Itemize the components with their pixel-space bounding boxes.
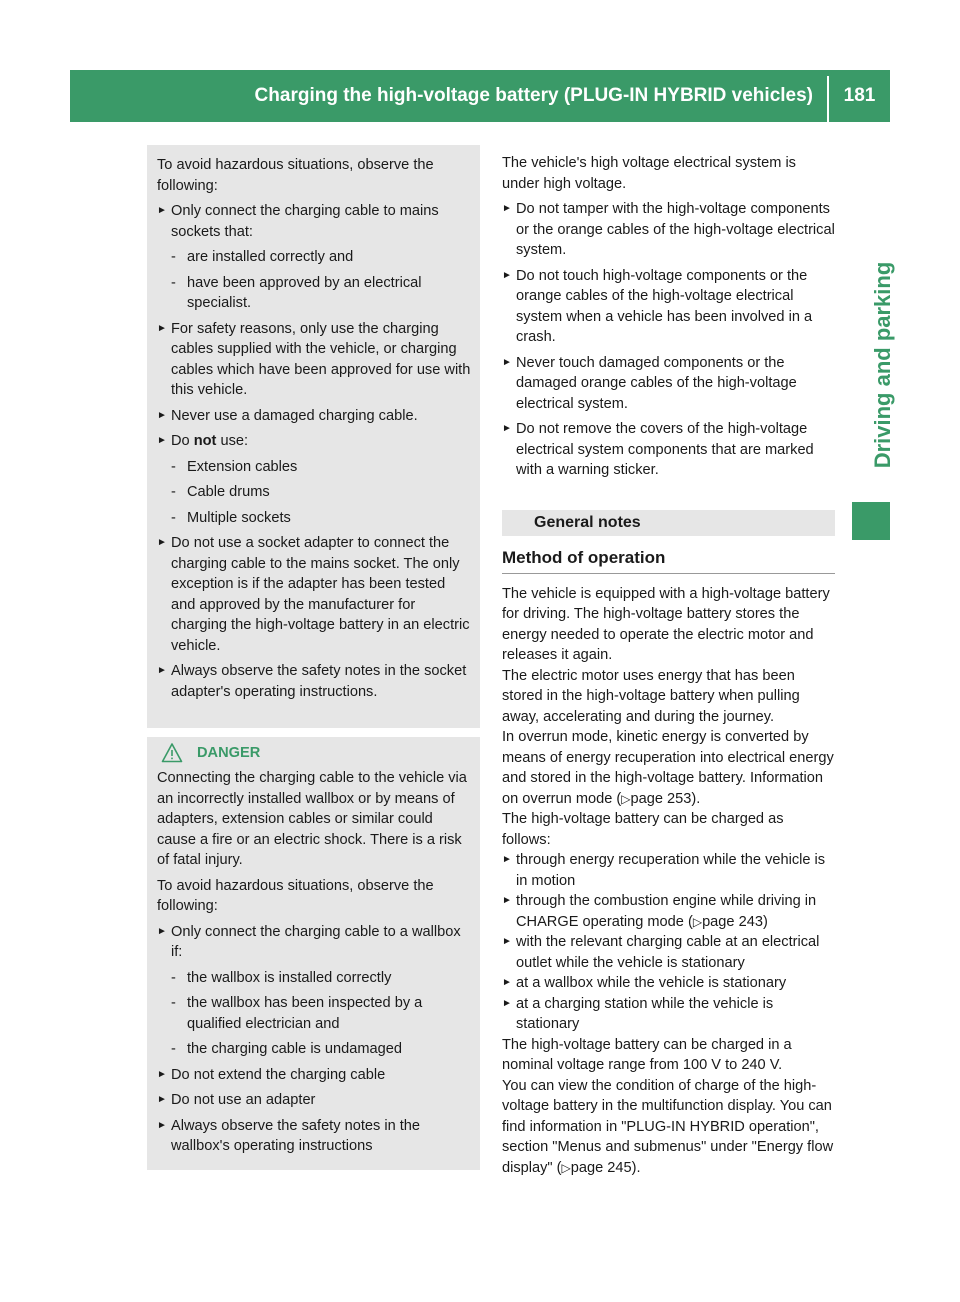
list-item: ► Do not extend the charging cable	[157, 1065, 472, 1086]
right-intro: The vehicle's high voltage electrical system is under high voltage.	[502, 155, 796, 192]
list-item: ► Never use a damaged charging cable.	[157, 406, 472, 427]
sub-list-item: - Multiple sockets	[171, 509, 291, 526]
list-item: ► Do not remove the covers of the high-voltage electrical system components that are marked with a warning sticker.	[502, 421, 814, 478]
list-item: ► through the combustion engine while driving in CHARGE operating mode (▷page 243)	[502, 893, 817, 930]
bullet-icon: ►	[157, 409, 167, 421]
sub-list-item: - are installed correctly and	[171, 249, 354, 265]
page-header	[70, 70, 890, 122]
bullet-icon: ►	[157, 665, 167, 676]
box1-intro: To avoid hazardous situations, observe the following:	[157, 157, 434, 194]
bullet-icon: ►	[157, 205, 167, 216]
danger-label: DANGER	[197, 745, 261, 761]
danger-box	[147, 737, 480, 1170]
list-item: ► Always observe the safety notes in the wallbox's operating instructions	[157, 1117, 421, 1154]
page-number: 181	[843, 85, 876, 106]
bullet-icon: ►	[502, 997, 512, 1009]
paragraph: The high-voltage battery can be charged as follows:	[502, 811, 784, 848]
bullet-icon: ►	[157, 435, 167, 446]
sub-list-item: - have been approved by an electrical specialist.	[171, 274, 422, 311]
paragraph: You can view the condition of charge of the high-voltage battery in the multifunction display. You can find information in "PLUG-IN HYBRID operation", section "Menus and submenus" under "Energy flow display" (▷page 245).	[502, 1077, 834, 1176]
bullet-icon: ►	[502, 269, 512, 281]
sub-list-item: - Cable drums	[171, 484, 270, 500]
side-tab-label: Driving and parking	[870, 261, 895, 469]
paragraph: The electric motor uses energy that has been stored in the high-voltage battery when pulling away, accelerating and during the journey.	[502, 667, 800, 725]
bullet-icon: ►	[502, 854, 512, 865]
list-item: ► Only connect the charging cable to mains sockets that:	[157, 203, 439, 240]
bullet-icon: ►	[502, 423, 512, 434]
right-column	[502, 153, 835, 1178]
bullet-icon: ►	[157, 322, 167, 334]
list-item: ► through energy recuperation while the vehicle is in motion	[502, 852, 826, 889]
sub-list-item: - the wallbox has been inspected by a qualified electrician and	[171, 995, 423, 1032]
paragraph: In overrun mode, kinetic energy is converted by means of energy recuperation into electrical energy and stored in the high-voltage battery. Information on overrun mode (▷page 253).	[502, 729, 834, 807]
list-item: ► Do not use a socket adapter to connect the charging cable to the mains socket. The only exception is if the adapter has been tested and approved by the manufacturer for charging the high-voltage battery in an electric vehicle.	[157, 535, 470, 654]
list-item: ► at a charging station while the vehicle is stationary	[502, 995, 774, 1032]
list-item: ► Do not use an adapter	[157, 1090, 472, 1111]
bullet-icon: ►	[157, 925, 167, 937]
bullet-icon: ►	[502, 895, 512, 906]
chapter-title: Charging the high-voltage battery (PLUG-IN HYBRID vehicles)	[254, 85, 813, 106]
danger-text: Connecting the charging cable to the vehicle via an incorrectly installed wallbox or by means of adapters, extension cables or similar could cause a fire or an electric shock. There is a risk of fatal injury.	[157, 770, 467, 868]
danger-heading	[157, 740, 472, 766]
triangle-arrow-icon: ▷	[561, 1160, 571, 1175]
bullet-icon: ►	[157, 537, 167, 548]
bullet-icon: ►	[157, 1068, 167, 1080]
subsection-title: Method of operation	[502, 548, 835, 574]
list-item: ► at a wallbox while the vehicle is stationary	[502, 973, 835, 994]
list-item: ► Do not tamper with the high-voltage components or the orange cables of the high-voltage electrical system.	[502, 201, 835, 258]
list-item: ► Never touch damaged components or the damaged orange cables of the high-voltage electrical system.	[502, 354, 797, 412]
bullet-icon: ►	[502, 977, 512, 988]
list-item: ► Always observe the safety notes in the socket adapter's operating instructions.	[157, 663, 467, 700]
triangle-arrow-icon: ▷	[692, 914, 703, 929]
paragraph: The vehicle is equipped with a high-voltage battery for driving. The high-voltage battery stores the energy needed to operate the electric motor and releases it again.	[502, 585, 830, 663]
side-tab-marker	[852, 502, 890, 540]
page-reference[interactable]: page 253	[630, 790, 692, 807]
triangle-arrow-icon: ▷	[621, 791, 631, 806]
bullet-icon: ►	[157, 1094, 167, 1105]
sub-list-item: - the wallbox is installed correctly	[171, 969, 392, 986]
safety-notes-box	[147, 145, 480, 728]
warning-triangle-icon	[161, 742, 183, 764]
list-item: ► Only connect the charging cable to a wallbox if:	[157, 923, 461, 960]
side-tab	[868, 252, 898, 478]
list-item: ► Do not use:	[157, 431, 472, 452]
list-item: ► Do not touch high-voltage components or the orange cables of the high-voltage electrical system when a vehicle has been involved in a crash.	[502, 267, 813, 345]
bullet-icon: ►	[502, 936, 512, 947]
page-reference[interactable]: page 243	[702, 913, 763, 930]
danger-intro: To avoid hazardous situations, observe the following:	[157, 877, 434, 914]
paragraph: The high-voltage battery can be charged in a nominal voltage range from 100 V to 240 V.	[502, 1036, 792, 1073]
bullet-icon: ►	[502, 203, 512, 214]
section-title: General notes	[502, 510, 835, 536]
page-reference[interactable]: page 245	[570, 1159, 632, 1176]
bullet-icon: ►	[157, 1119, 167, 1131]
list-item: ► For safety reasons, only use the charging cables supplied with the vehicle, or charging cables which have been approved for use with this vehicle.	[157, 320, 471, 398]
sub-list-item: - the charging cable is undamaged	[171, 1041, 403, 1057]
sub-list-item: - Extension cables	[171, 458, 298, 475]
bullet-icon: ►	[502, 356, 512, 368]
list-item: ► with the relevant charging cable at an electrical outlet while the vehicle is stationary	[502, 934, 820, 971]
